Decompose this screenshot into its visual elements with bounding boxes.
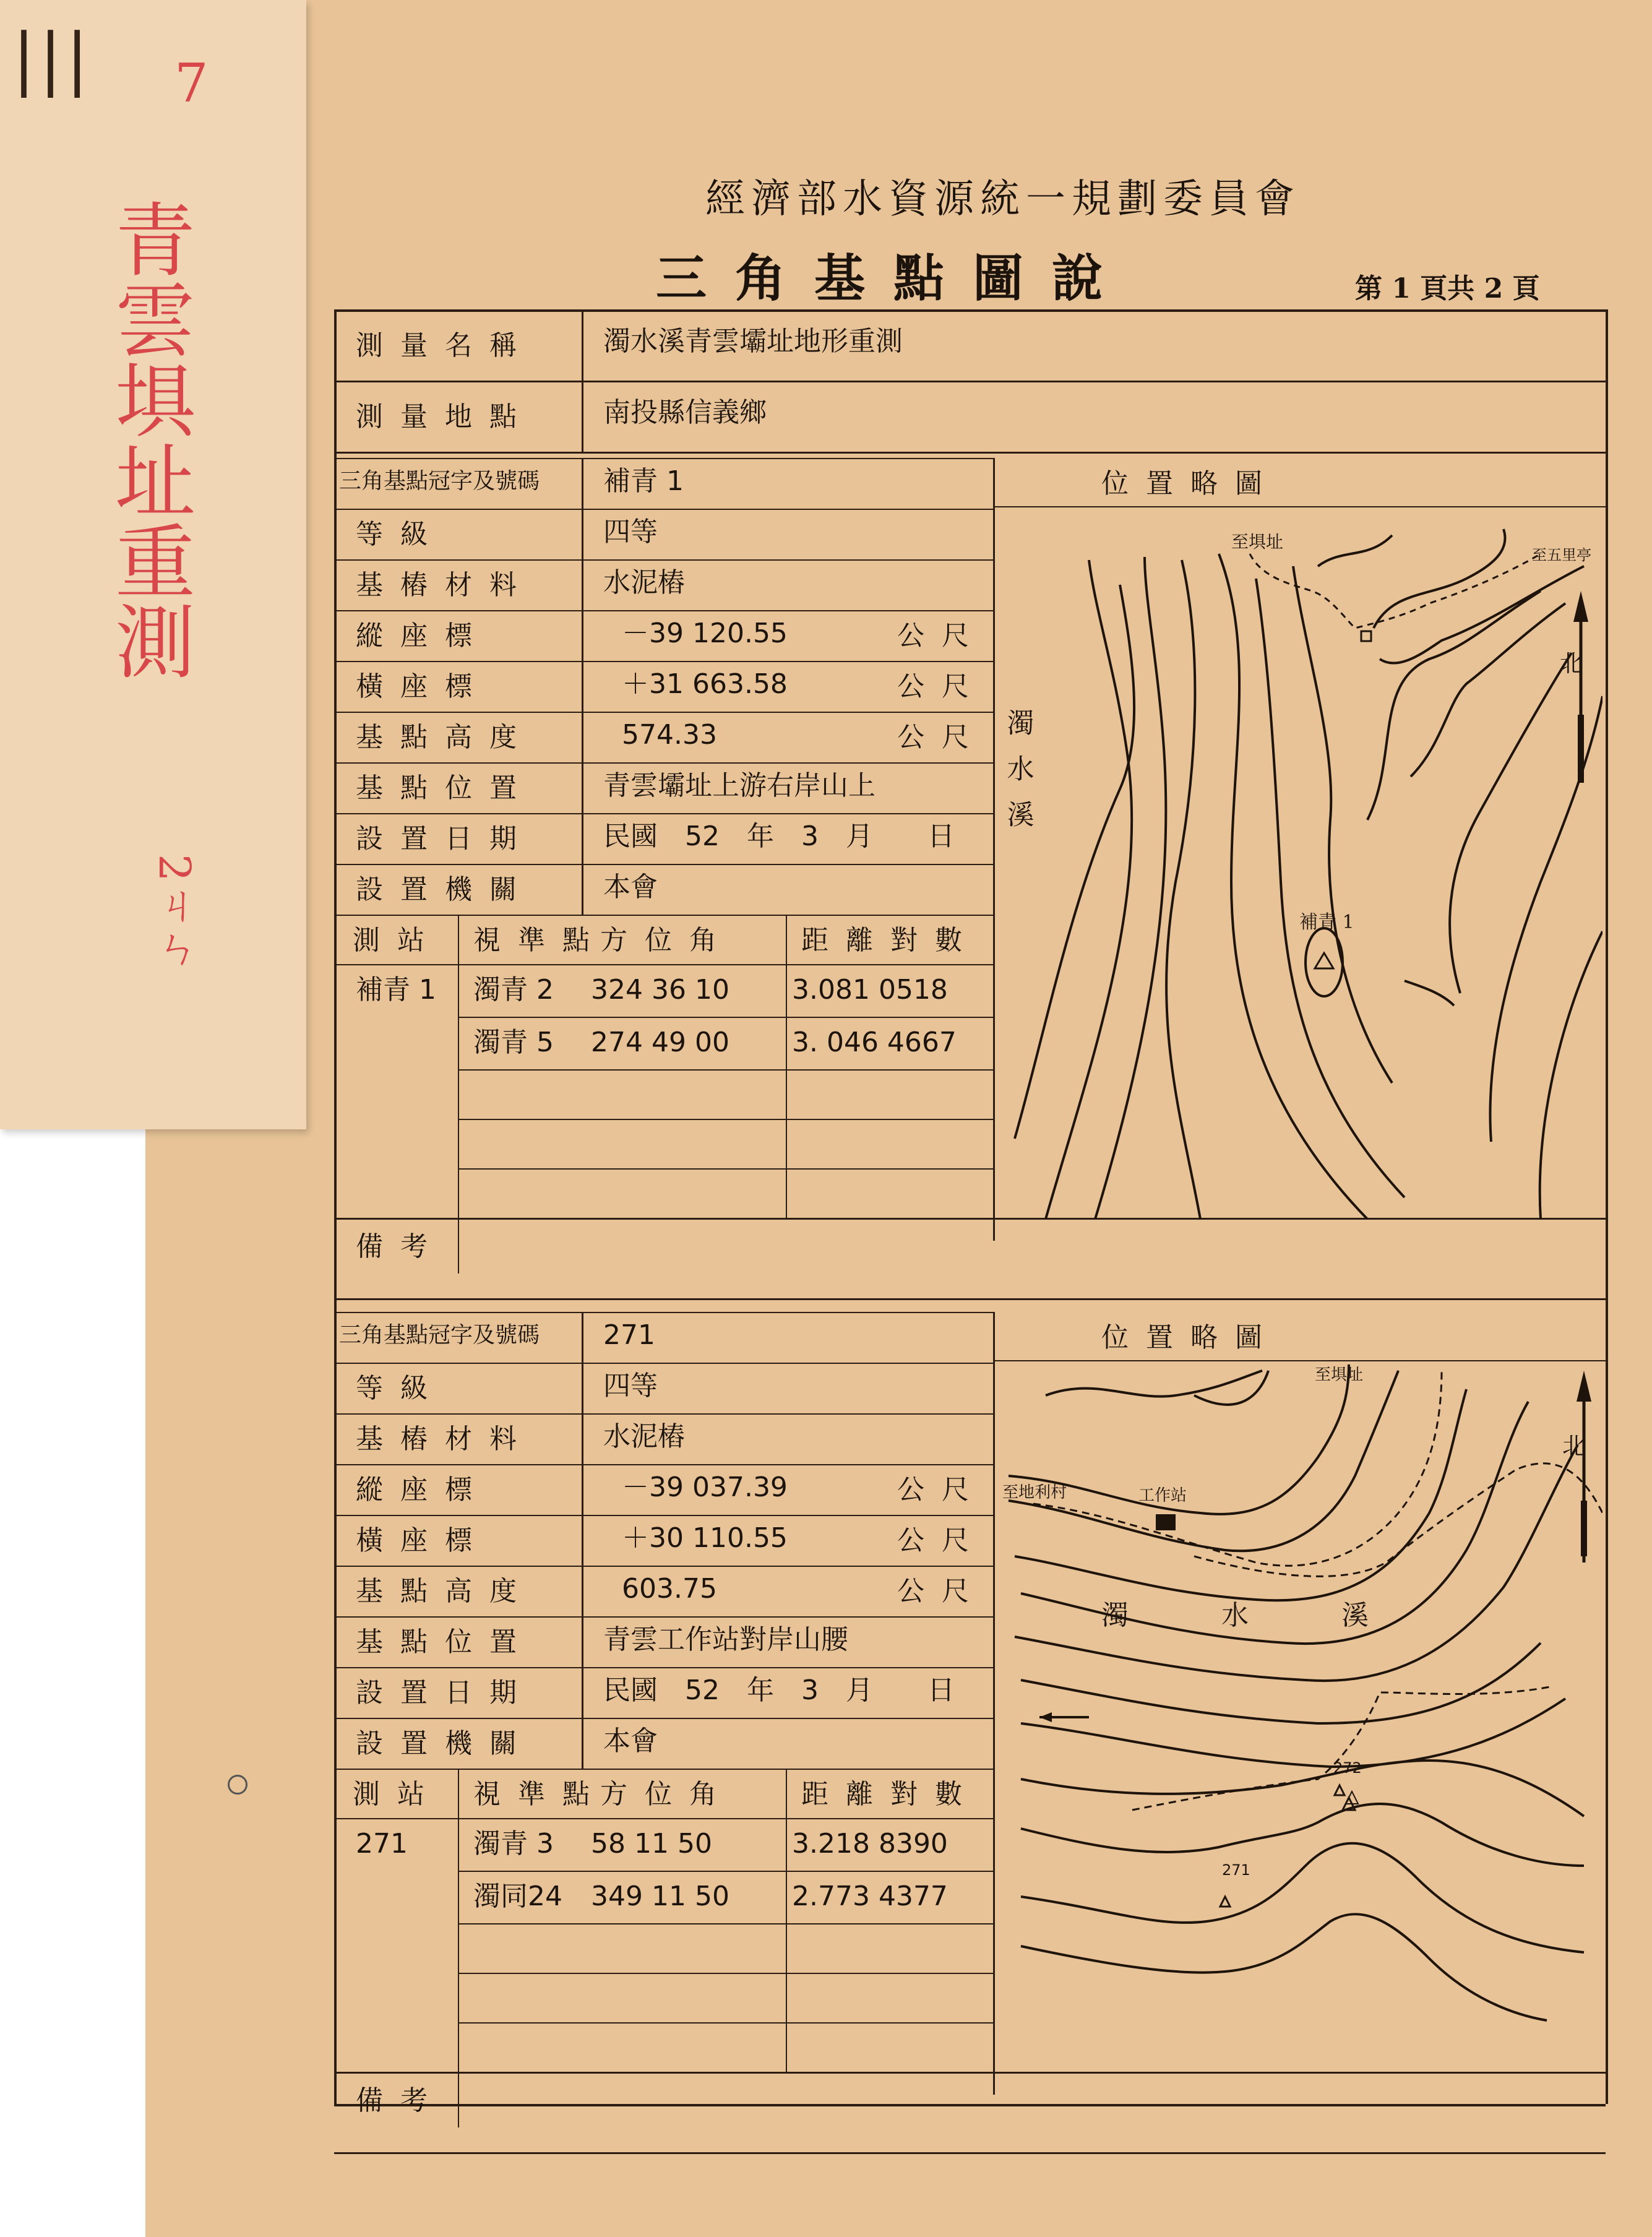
- obs-distance-value: 3.218 8390: [792, 1828, 948, 1860]
- obs-azimuth-value: 349 11 50: [591, 1881, 729, 1912]
- contour-line: [1166, 560, 1200, 1219]
- table-rule: [1606, 309, 1608, 2104]
- sketch-heading: 位置略圖: [1101, 1322, 1280, 1353]
- table-rule: [334, 864, 993, 865]
- contour-line: [1046, 1371, 1262, 1397]
- field-label-elevation: 基點高度: [356, 722, 534, 753]
- field-label-date: 設置日期: [356, 823, 534, 855]
- field-value-date: 民國 52 年 3 月 日: [603, 821, 955, 852]
- pen-marks: |||: [12, 19, 93, 98]
- triangulation-marker-271-icon: [1220, 1897, 1230, 1907]
- obs-header-distance: 距離對數: [801, 1778, 979, 1810]
- remarks-label: 備考: [356, 1231, 445, 1262]
- field-value-grade: 四等: [603, 1370, 658, 1402]
- handwritten-side-note: 2ㄐㄣ: [149, 854, 200, 968]
- obs-azimuth-value: 274 49 00: [591, 1027, 729, 1058]
- work-station-marker: [1156, 1514, 1176, 1530]
- field-label-grade: 等級: [356, 1373, 445, 1404]
- field-label-north: 縱座標: [356, 1474, 489, 1506]
- unit-label: 公尺: [897, 620, 986, 652]
- table-rule: [334, 762, 993, 764]
- obs-distance-value: 3.081 0518: [792, 974, 948, 1006]
- field-value-north: －39 120.55: [622, 618, 788, 649]
- field-label-elevation: 基點高度: [356, 1575, 534, 1607]
- table-rule: [334, 813, 993, 814]
- field-label-material: 基樁材料: [356, 1423, 534, 1455]
- field-label-agency: 設置機關: [356, 874, 534, 905]
- table-rule: [458, 1069, 993, 1071]
- table-rule: [993, 458, 995, 1241]
- field-value-elevation: 574.33: [622, 719, 717, 751]
- table-rule: [786, 915, 787, 1218]
- survey-location-label: 測量地點: [356, 401, 534, 433]
- obs-station-value: 補青 1: [356, 974, 436, 1006]
- triangulation-marker-icon: [1315, 953, 1333, 968]
- label-marker: 補青 1: [1299, 912, 1354, 933]
- table-rule: [993, 1312, 995, 2095]
- contour-line: [1021, 1761, 1584, 1816]
- table-rule: [334, 1818, 993, 1819]
- obs-sight-value: 濁青 5: [473, 1027, 554, 1058]
- table-rule: [334, 559, 993, 561]
- unit-label: 公尺: [897, 722, 986, 753]
- field-value-north: －39 037.39: [622, 1472, 788, 1503]
- location-sketch-map-2: [996, 1352, 1603, 2061]
- label-river: 濁水溪: [1101, 1600, 1461, 1631]
- obs-azimuth-value: 58 11 50: [591, 1828, 712, 1860]
- table-rule: [582, 458, 583, 915]
- field-value-elevation: 603.75: [622, 1573, 717, 1605]
- contour-line: [1046, 560, 1132, 1219]
- field-label-date: 設置日期: [356, 1677, 534, 1709]
- field-value-code: 補青 1: [603, 465, 684, 497]
- contour-line: [1194, 1371, 1268, 1405]
- survey-name-value: 濁水溪青雲壩址地形重測: [603, 325, 903, 357]
- north-arrow-head-icon: [1577, 1371, 1591, 1402]
- table-rule: [334, 1769, 993, 1770]
- contour-line: [1021, 1804, 1584, 1866]
- label-to-dili-village: 至地利村: [1002, 1483, 1067, 1502]
- contour-line: [1015, 1445, 1578, 1681]
- obs-distance-value: 3. 046 4667: [792, 1027, 957, 1058]
- contour-line: [1009, 1371, 1398, 1551]
- field-value-agency: 本會: [603, 1725, 658, 1757]
- handwritten-number: 7: [174, 53, 209, 114]
- table-rule: [334, 381, 1606, 382]
- label-north: 北: [1562, 1433, 1586, 1460]
- field-value-material: 水泥樁: [603, 1421, 685, 1452]
- contour-line: [1015, 585, 1134, 1139]
- contour-line: [1318, 535, 1392, 566]
- table-rule: [334, 309, 1606, 312]
- table-rule: [334, 610, 993, 611]
- table-rule: [458, 2022, 993, 2024]
- punch-hole: [228, 1775, 247, 1795]
- table-rule: [458, 1769, 459, 2072]
- table-rule: [458, 1871, 993, 1872]
- table-rule: [334, 1312, 993, 1313]
- table-rule: [458, 1017, 993, 1018]
- obs-station-value: 271: [356, 1828, 408, 1860]
- table-rule: [458, 915, 459, 1218]
- field-label-position: 基點位置: [356, 1626, 534, 1658]
- table-rule: [458, 1923, 993, 1925]
- page-title: 三角基點圖說: [656, 249, 1132, 308]
- label-to-wulidin: 至五里亭: [1532, 546, 1591, 564]
- obs-header-distance: 距離對數: [801, 925, 979, 956]
- table-rule: [334, 1616, 993, 1618]
- label-point-271: 271: [1222, 1861, 1250, 1879]
- table-rule: [334, 1464, 993, 1465]
- table-rule: [334, 458, 993, 459]
- table-rule: [334, 2072, 1606, 2074]
- contour-line: [1021, 1643, 1541, 1723]
- location-sketch-map-1: [996, 498, 1603, 1219]
- survey-location-value: 南投縣信義鄉: [603, 397, 767, 428]
- field-label-code: 三角基點冠字及號碼: [339, 468, 540, 494]
- field-label-east: 橫座標: [356, 671, 489, 702]
- table-rule: [334, 915, 993, 916]
- label-work-station: 工作站: [1138, 1486, 1187, 1505]
- field-value-agency: 本會: [603, 871, 658, 903]
- label-point-272: 272: [1333, 1759, 1362, 1777]
- unit-label: 公尺: [897, 1474, 986, 1506]
- field-label-position: 基點位置: [356, 772, 534, 804]
- unit-label: 公尺: [897, 1575, 986, 1607]
- flow-arrow-head-icon: [1039, 1712, 1052, 1722]
- table-rule: [334, 1363, 993, 1364]
- contour-line: [1380, 566, 1584, 663]
- field-value-material: 水泥樁: [603, 567, 685, 598]
- field-label-north: 縱座標: [356, 620, 489, 652]
- table-rule: [334, 712, 993, 713]
- obs-sight-value: 濁青 3: [473, 1828, 554, 1860]
- table-rule: [334, 2152, 1606, 2154]
- contour-line: [1450, 653, 1572, 993]
- contour-line: [1021, 1843, 1584, 1952]
- table-rule: [458, 1218, 459, 1274]
- road-path: [1033, 1371, 1442, 1566]
- field-value-east: ＋30 110.55: [622, 1522, 788, 1554]
- north-arrow-bar: [1578, 715, 1584, 783]
- hilltop-contour: [1306, 928, 1343, 996]
- table-rule: [334, 1667, 993, 1668]
- field-value-code: 271: [603, 1319, 655, 1351]
- table-rule: [334, 1298, 1606, 1300]
- contour-line: [1021, 1914, 1547, 2020]
- trail-path: [1250, 554, 1541, 628]
- table-rule: [582, 309, 583, 452]
- sketch-heading: 位置略圖: [1101, 468, 1280, 499]
- table-rule: [334, 1718, 993, 1719]
- contour-line: [1015, 1389, 1466, 1600]
- label-to-dam: 至埧址: [1315, 1366, 1364, 1384]
- field-value-position: 青雲工作站對岸山腰: [603, 1624, 848, 1655]
- table-rule: [334, 2104, 1606, 2106]
- field-label-material: 基樁材料: [356, 569, 534, 601]
- field-value-grade: 四等: [603, 516, 658, 548]
- table-rule: [334, 452, 1606, 454]
- obs-sight-value: 濁同24: [473, 1881, 562, 1912]
- obs-header-azimuth: 方位角: [600, 1778, 734, 1810]
- page-number: 第 1 頁共 2 頁: [1355, 273, 1540, 304]
- label-river: 濁水溪: [1002, 709, 1034, 846]
- obs-header-station: 測站: [353, 1778, 442, 1810]
- table-rule: [334, 1515, 993, 1516]
- table-rule: [458, 1973, 993, 1974]
- survey-name-label: 測量名稱: [356, 330, 534, 361]
- remarks-label: 備考: [356, 2085, 445, 2116]
- contour-line: [1540, 931, 1603, 1219]
- field-label-east: 橫座標: [356, 1525, 489, 1556]
- obs-distance-value: 2.773 4377: [792, 1881, 948, 1912]
- field-label-agency: 設置機關: [356, 1728, 534, 1759]
- obs-azimuth-value: 324 36 10: [591, 974, 729, 1006]
- table-rule: [458, 2072, 459, 2127]
- triangulation-marker-272-icon: [1335, 1785, 1344, 1795]
- obs-sight-value: 濁青 2: [473, 974, 554, 1006]
- field-value-position: 青雲壩址上游右岸山上: [603, 770, 875, 801]
- north-arrow-bar: [1581, 1501, 1587, 1556]
- field-label-grade: 等級: [356, 519, 445, 550]
- table-rule: [786, 1769, 787, 2072]
- label-to-dam: 至埧址: [1231, 532, 1284, 552]
- unit-label: 公尺: [897, 671, 986, 702]
- contour-line: [1293, 566, 1392, 1083]
- agency-heading: 經濟部水資源統一規劃委員會: [705, 176, 1301, 222]
- table-rule: [458, 1168, 993, 1170]
- table-rule: [334, 1566, 993, 1567]
- contour-line: [1405, 981, 1454, 1006]
- contour-line: [1411, 603, 1565, 777]
- north-arrow-head-icon: [1573, 591, 1588, 622]
- obs-header-station: 測站: [353, 925, 442, 956]
- table-rule: [458, 1119, 993, 1120]
- contour-line: [1367, 591, 1541, 820]
- building-marker: [1361, 631, 1371, 641]
- table-rule: [582, 1312, 583, 1769]
- obs-header-sight: 視準點: [473, 925, 607, 956]
- contour-line: [1021, 1699, 1565, 1767]
- field-value-east: ＋31 663.58: [622, 668, 788, 700]
- obs-header-azimuth: 方位角: [600, 925, 734, 956]
- contour-line: [1374, 529, 1505, 628]
- table-rule: [334, 1413, 993, 1415]
- field-value-date: 民國 52 年 3 月 日: [603, 1675, 955, 1706]
- table-rule: [334, 509, 993, 510]
- obs-header-sight: 視準點: [473, 1778, 607, 1810]
- table-rule: [334, 661, 993, 662]
- field-label-code: 三角基點冠字及號碼: [339, 1322, 540, 1348]
- table-rule: [334, 964, 993, 965]
- table-rule: [334, 309, 337, 2104]
- label-north: 北: [1559, 650, 1583, 677]
- handwritten-vertical-note: 青雲埧址重測: [101, 198, 196, 681]
- unit-label: 公尺: [897, 1525, 986, 1556]
